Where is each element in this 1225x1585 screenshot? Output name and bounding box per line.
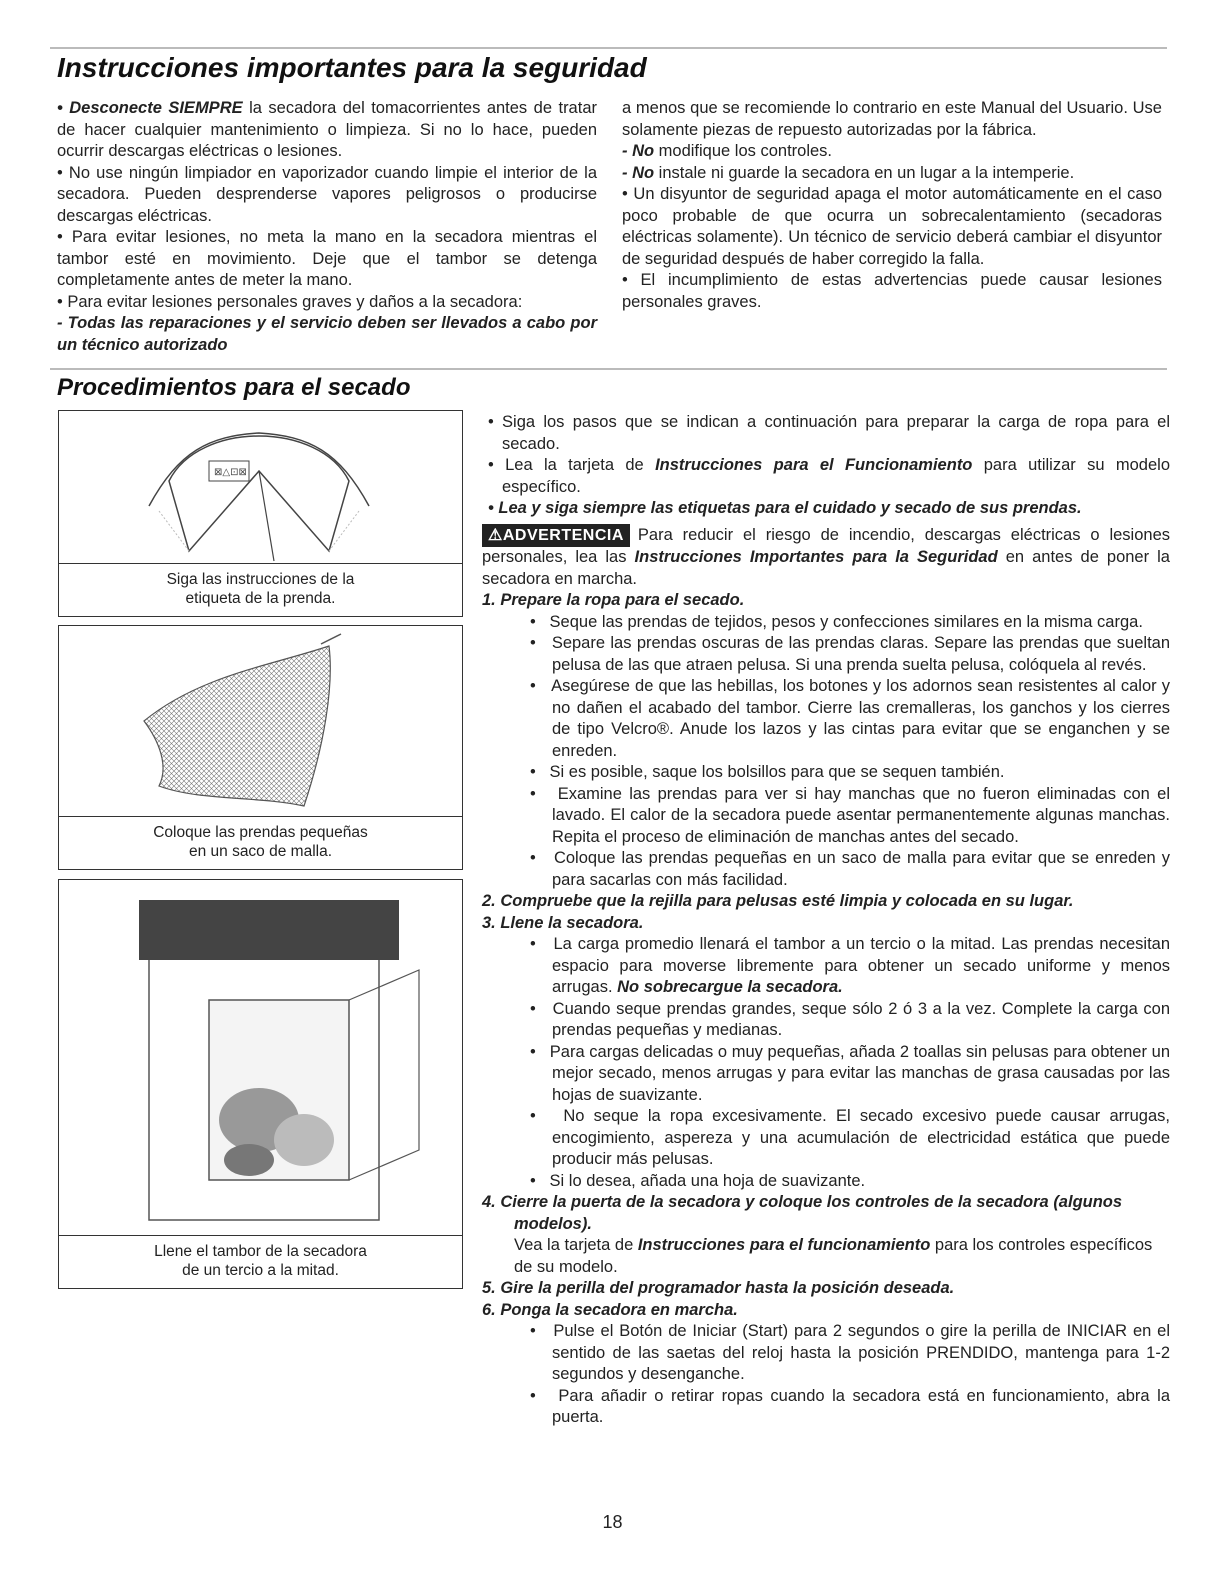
- figure-caption: Coloque las prendas pequeñas en un saco de malla.: [153, 824, 368, 860]
- step-title: 2. Compruebe que la rejilla para pelusas esté limpia y colocada en su lugar.: [482, 892, 1074, 910]
- safety-right-column: [622, 98, 1162, 313]
- safety-item: • Para evitar lesiones, no meta la mano en la secadora mientras el tambor esté en movimiento. Deje que el tambor se detenga completamente antes de meter la mano.: [57, 228, 597, 289]
- safety-item: - Todas las reparaciones y el servicio deben ser llevados a cabo por un técnico autorizado: [57, 314, 597, 354]
- intro-bullet: • Siga los pasos que se indican a continuación para preparar la carga de ropa para el secado.: [488, 413, 1170, 453]
- figure-mesh-bag: [58, 625, 463, 870]
- step-item: • Cuando seque prendas grandes, seque sólo 2 ó 3 a la vez. Complete la carga con prendas pequeñas y medianas.: [530, 999, 1170, 1039]
- step-item: • Si es posible, saque los bolsillos para que se sequen también.: [530, 763, 1005, 781]
- step-title: 1. Prepare la ropa para el secado.: [482, 591, 745, 609]
- shirt-collar-illustration: [59, 411, 462, 564]
- safety-item: • Para evitar lesiones personales graves y daños a la secadora:: [57, 292, 523, 311]
- safety-item: - No instale ni guarde la secadora en un lugar a la intemperie.: [622, 163, 1075, 182]
- svg-text:⊠△⊡⊠: ⊠△⊡⊠: [214, 467, 247, 478]
- figure-dryer-drum: [58, 879, 463, 1289]
- step-title: 4. Cierre la puerta de la secadora y coloque los controles de la secadora (algunos modelos).: [482, 1193, 1123, 1233]
- step-item: • No seque la ropa excesivamente. El secado excesivo puede causar arrugas, encogimiento, aspereza y una acumulación de electricidad estática que puede producir más pelusas.: [530, 1107, 1170, 1168]
- safety-item: • Un disyuntor de seguridad apaga el motor automáticamente en el caso poco probable de que ocurra un sobrecalentamiento (secadoras eléctricas solamente). Un técnico de servicio deberá cambiar el disyuntor de seguridad después de haber corregido la falla.: [622, 185, 1162, 268]
- step-text: Vea la tarjeta de Instrucciones para el funcionamiento para los controles específicos de su modelo.: [514, 1236, 1153, 1276]
- figure-caption: Siga las instrucciones de la etiqueta de la prenda.: [166, 571, 355, 607]
- dryer-illustration: [59, 880, 462, 1236]
- step-item: • Para cargas delicadas o muy pequeñas, añada 2 toallas sin pelusas para obtener un mejor secado, menos arrugas y para evitar las manchas de grasa causadas por las hojas de suavizante.: [530, 1042, 1170, 1104]
- intro-bullet: • Lea la tarjeta de Instrucciones para el Funcionamiento para utilizar su modelo específico.: [488, 456, 1170, 496]
- step-item: • Coloque las prendas pequeñas en un saco de malla para evitar que se enreden y para sacarlas con más facilidad.: [530, 849, 1170, 889]
- warning-icon: ⚠: [488, 526, 503, 544]
- step-title: 6. Ponga la secadora en marcha.: [482, 1300, 738, 1319]
- figure-caption: Llene el tambor de la secadora de un tercio a la mitad.: [154, 1243, 367, 1279]
- safety-item: a menos que se recomiende lo contrario en este Manual del Usuario. Use solamente piezas de repuesto autorizadas por la fábrica.: [622, 99, 1162, 139]
- step-item: • Examine las prendas para ver si hay manchas que no fueron eliminadas con el lavado. El calor de la secadora puede asentar permanentemente algunas manchas. Repita el proceso de eliminación de manchas antes del secado.: [530, 784, 1170, 846]
- intro-bullet: • Lea y siga siempre las etiquetas para el cuidado y secado de sus prendas.: [488, 499, 1082, 517]
- safety-item: - No modifique los controles.: [622, 142, 833, 160]
- warning-badge: ⚠ADVERTENCIA: [482, 524, 630, 548]
- warning-paragraph: ⚠ADVERTENCIA Para reducir el riesgo de incendio, descargas eléctricas o lesiones personales, lea las Instrucciones Importantes para la Seguridad en antes de poner la secadora en marcha.: [482, 525, 1170, 588]
- safety-item: • Desconecte SIEMPRE la secadora del tomacorrientes antes de tratar de hacer cualquier mantenimiento o limpieza. Si no lo hace, pueden ocurrir descargas eléctricas o lesiones.: [57, 99, 597, 160]
- safety-left-column: [57, 98, 597, 356]
- safety-item: • El incumplimiento de estas advertencias puede causar lesiones personales graves.: [622, 271, 1162, 311]
- section-title: Procedimientos para el secado: [57, 374, 411, 401]
- step-title: 3. Llene la secadora.: [482, 913, 644, 932]
- page-title: Instrucciones importantes para la seguridad: [57, 52, 647, 83]
- step-item: • Para añadir o retirar ropas cuando la secadora está en funcionamiento, abra la puerta.: [530, 1386, 1170, 1426]
- page-number: 18: [602, 1512, 623, 1532]
- section-rule: [50, 368, 1167, 370]
- step-item: • Asegúrese de que las hebillas, los botones y los adornos sean resistentes al calor y no dañen el acabado del tambor. Cierre las cremalleras, los ganchos y los cierres de tipo Velcro®. Anude los lazos y las cintas para evitar que se enganchen y se enreden.: [530, 677, 1170, 760]
- top-rule: [50, 47, 1167, 49]
- step-item: • La carga promedio llenará el tambor a un tercio o la mitad. Las prendas necesitan espacio para moverse libremente para obtener un secado uniforme y menos arrugas. No sobrecargue la secadora.: [530, 935, 1171, 996]
- step-item: • Seque las prendas de tejidos, pesos y confecciones similares en la misma carga.: [530, 612, 1143, 631]
- mesh-bag-illustration: [59, 626, 462, 817]
- step-item: • Si lo desea, añada una hoja de suavizante.: [530, 1171, 866, 1190]
- step-title: 5. Gire la perilla del programador hasta la posición deseada.: [482, 1279, 955, 1297]
- safety-item: • No use ningún limpiador en vaporizador cuando limpie el interior de la secadora. Pueden desprenderse vapores peligrosos o producirse descargas eléctricas.: [57, 163, 597, 225]
- step-item: • Pulse el Botón de Iniciar (Start) para 2 segundos o gire la perilla de INICIAR en el sentido de las saetas del reloj hasta la posición PRENDIDO, mantenga para 1-2 segundos y desenganche.: [530, 1322, 1170, 1383]
- figure-shirt-label: [58, 410, 463, 617]
- step-item: • Separe las prendas oscuras de las prendas claras. Separe las prendas que sueltan pelusa de las que atraen pelusa. Si una prenda suelta pelusa, colóquela al revés.: [530, 634, 1171, 674]
- drying-steps: [482, 412, 1170, 1429]
